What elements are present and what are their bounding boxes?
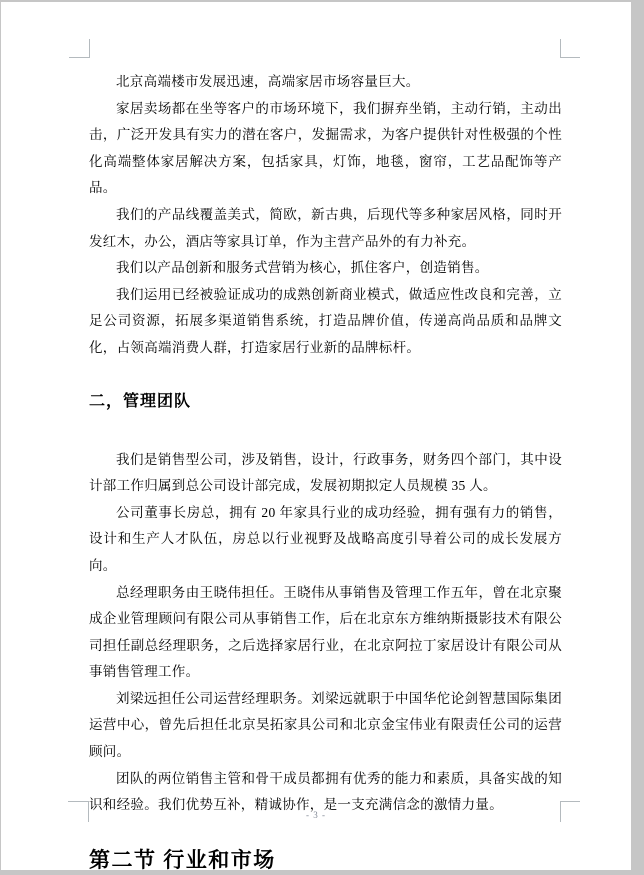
page-number: - 3 - [306, 810, 326, 820]
paragraph-sales-approach: 家居卖场都在坐等客户的市场环境下，我们摒弃坐销，主动行销，主动出击，广泛开发具有实力的潜在客户，发掘需求，为客户提供针对性极强的个性化高端整体家居解决方案，包括家具，灯饰，地毯，窗帘，工艺品配饰等产品。 [89, 100, 562, 196]
paragraph-company-structure: 我们是销售型公司，涉及销售，设计，行政事务，财务四个部门，其中设计部工作归属到总公司设计部完成，发展初期拟定人员规模 35 人。 [89, 451, 562, 494]
heading-management-team: 二，管理团队 [89, 392, 192, 410]
paragraph-general-manager: 总经理职务由王晓伟担任。王晓伟从事销售及管理工作五年，曾在北京聚成企业管理顾问有限公司从事销售工作，后在北京东方维纳斯摄影技术有限公司担任副总经理职务，之后选择家居行业，在北京阿拉丁家居设计有限公司从事销售管理工作。 [89, 584, 562, 680]
paragraph-market-size: 北京高端楼市发展迅速，高端家居市场容量巨大。 [116, 74, 420, 89]
document-page [1, 2, 631, 870]
paragraph-business-model: 我们运用已经被验证成功的成熟创新商业模式，做适应性改良和完善，立足公司资源，拓展多渠道销售系统，打造品牌价值，传递高尚品质和品牌文化，占领高端消费人群，打造家居行业新的品牌标杆。 [89, 286, 562, 355]
paragraph-team-strengths: 团队的两位销售主管和骨干成员都拥有优秀的能力和素质，具备实战的知识和经验。我们优势互补，精诚协作，是一支充满信念的激情力量。 [89, 770, 562, 813]
margin-crop-mark-top-left [69, 39, 90, 58]
paragraph-product-lines: 我们的产品线覆盖美式，简欧，新古典，后现代等多种家居风格，同时开发红木，办公，酒店等家具订单，作为主营产品外的有力补充。 [89, 206, 562, 249]
margin-crop-mark-top-right [560, 39, 580, 58]
paragraph-chairman: 公司董事长房总，拥有 20 年家具行业的成功经验，拥有强有力的销售，设计和生产人才队伍，房总以行业视野及战略高度引导着公司的成长发展方向。 [89, 504, 562, 573]
paragraph-operations-manager: 刘梁远担任公司运营经理职务。刘梁远就职于中国华佗论剑智慧国际集团运营中心，曾先后担任北京昊拓家具公司和北京金宝伟业有限责任公司的运营顾问。 [89, 690, 562, 760]
heading-section-2-industry-market: 第二节 行业和市场 [89, 847, 276, 872]
page-content [89, 69, 562, 875]
paragraph-core-strategy: 我们以产品创新和服务式营销为核心，抓住客户，创造销售。 [116, 260, 489, 276]
